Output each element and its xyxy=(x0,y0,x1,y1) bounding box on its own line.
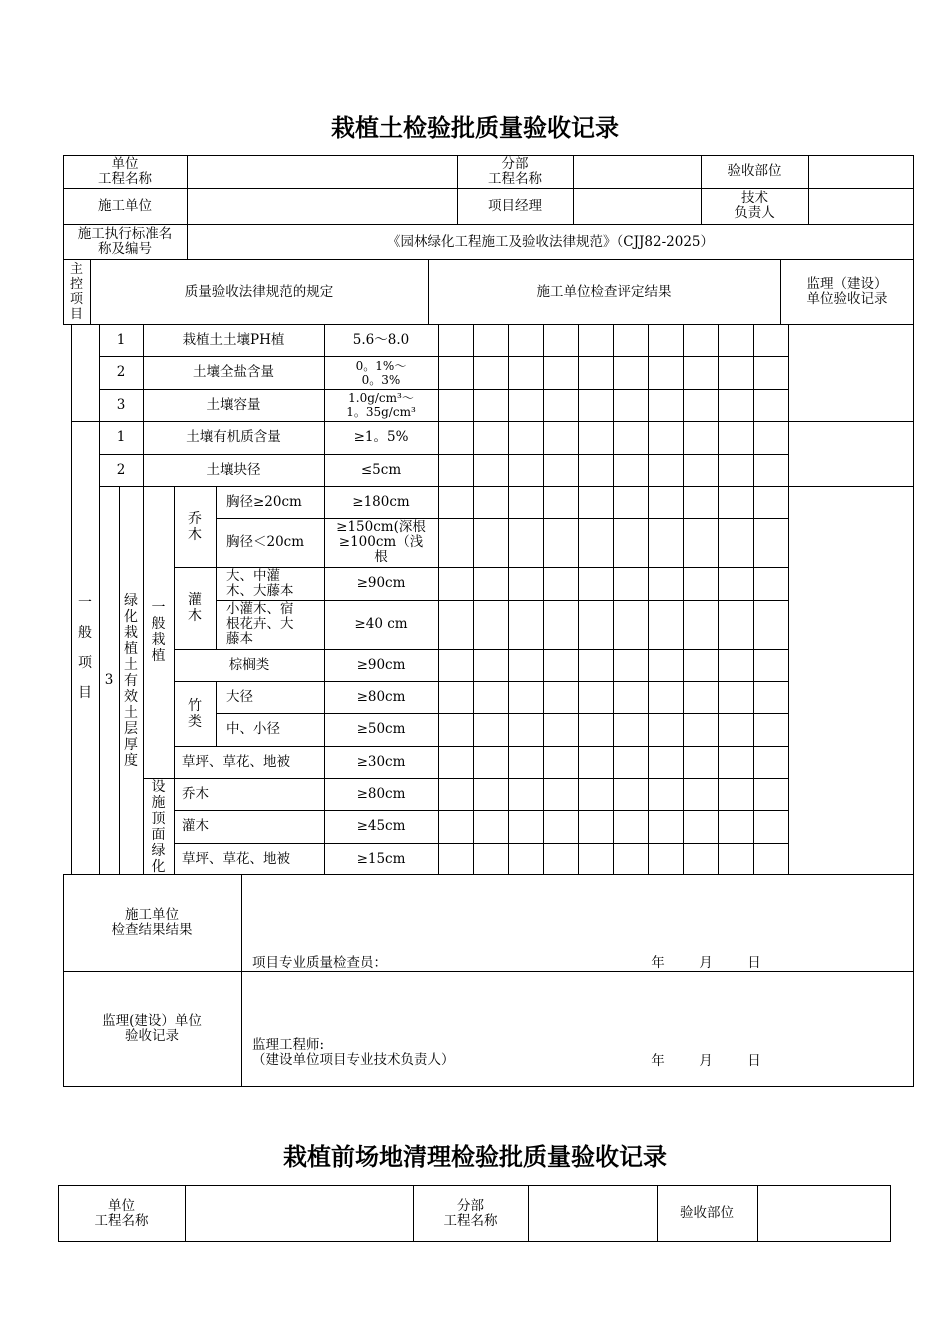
sub-row-spec: ≥180cm xyxy=(352,493,410,510)
sub-row-spec: ≥90cm xyxy=(356,656,406,673)
unit-project-label: 单位 工程名称 xyxy=(94,1197,149,1229)
thickness-label: 绿化栽植土有效土层厚度 xyxy=(124,592,138,769)
sub-row-item: 大、中灌 木、大藤本 xyxy=(226,567,294,599)
main-row-spec: 5.6～8.0 xyxy=(352,331,410,348)
construction-unit-value xyxy=(187,188,457,224)
main-row-no: 3 xyxy=(116,396,126,413)
general-row-spec: ≤5cm xyxy=(360,461,402,478)
sub-row-spec: ≥40 cm xyxy=(354,616,408,632)
supervision-record-label: 监理(建设）单位 验收记录 xyxy=(102,1013,202,1044)
engineer-label: 监理工程师: （建设单位项目专业技术负责人） xyxy=(252,1037,455,1068)
day-label: 日 xyxy=(747,954,761,971)
standard-value: 《园林绿化工程施工及验收法律规范》（CJJ82-2025） xyxy=(387,233,714,250)
supervision-header: 监理（建设） 单位验收记录 xyxy=(806,276,888,307)
tech-leader-value xyxy=(808,188,914,224)
acceptance-part-label: 验收部位 xyxy=(680,1205,734,1221)
arbor-label: 乔木 xyxy=(188,510,202,543)
standard-label: 施工执行标准名 称及编号 xyxy=(77,226,173,257)
sub-row-item: 棕榈类 xyxy=(228,656,270,673)
general-row-spec: ≥1。5% xyxy=(353,429,409,445)
general-row-no: 3 xyxy=(104,672,114,688)
sub-row-item: 大径 xyxy=(226,688,253,705)
sub-row-spec: ≥90cm xyxy=(356,575,406,591)
main-row-spec: 1.0g/cm³～ 1。35g/cm³ xyxy=(346,391,416,419)
sub-project-value xyxy=(573,155,701,188)
year-label: 年 xyxy=(651,954,665,971)
year-label: 年 xyxy=(651,1052,665,1069)
general-row-no: 1 xyxy=(116,429,126,445)
sub-project-label: 分部 工程名称 xyxy=(488,155,542,187)
normal-planting-label: 一般栽植 xyxy=(151,600,166,664)
project-manager-value xyxy=(573,188,701,224)
sub-row-item: 胸径≥20cm xyxy=(226,493,302,510)
month-label: 月 xyxy=(699,954,713,971)
main-row-item: 土壤全盐含量 xyxy=(193,364,274,380)
main-row-item: 土壤容量 xyxy=(206,396,261,413)
construction-unit-label: 施工单位 xyxy=(98,197,152,214)
general-row-item: 土壤块径 xyxy=(206,461,261,478)
acceptance-part-value xyxy=(808,155,914,188)
sub-project-label: 分部 工程名称 xyxy=(443,1197,498,1229)
main-row-no: 1 xyxy=(116,331,126,348)
main-row-spec: 0。1%～ 0。3% xyxy=(355,358,407,387)
sub-row-spec: ≥50cm xyxy=(356,721,406,737)
facility-greening-label: 设施顶面绿化 xyxy=(151,778,166,875)
general-items-label: 一般项目 xyxy=(78,595,92,701)
check-result-header: 施工单位检查评定结果 xyxy=(536,283,672,300)
inspector-label: 项目专业质量检查员： xyxy=(252,954,387,971)
sub-row-item: 胸径＜20cm xyxy=(226,534,305,550)
sub-row-item: 灌木 xyxy=(182,818,209,834)
main-items-label: 主控项目 xyxy=(69,262,83,322)
sub-row-item: 中、小径 xyxy=(226,721,280,737)
project-manager-label: 项目经理 xyxy=(488,197,542,214)
bamboo-label: 竹类 xyxy=(188,697,202,730)
sub-row-item: 草坪、草花、地被 xyxy=(182,850,290,867)
shrub-label: 灌木 xyxy=(188,592,202,624)
unit-project-value xyxy=(187,155,457,188)
unit-project-label: 单位 工程名称 xyxy=(98,155,152,187)
sub-row-item: 草坪、草花、地被 xyxy=(182,753,290,770)
general-row-no: 2 xyxy=(116,461,126,478)
sub-row-spec: ≥45cm xyxy=(356,818,406,834)
tech-leader-label: 技术 负责人 xyxy=(734,190,775,221)
sub-row-item: 乔木 xyxy=(182,785,209,802)
sub-row-spec: ≥150cm(深根 ≥100cm（浅 根 xyxy=(336,519,426,565)
sub-row-spec: ≥80cm xyxy=(356,688,406,705)
regulation-header: 质量验收法律规范的规定 xyxy=(184,283,334,300)
month-label: 月 xyxy=(699,1052,713,1069)
main-row-no: 2 xyxy=(116,364,126,380)
sub-row-spec: ≥15cm xyxy=(356,850,406,867)
second-page-title: 栽植前场地清理检验批质量验收记录 xyxy=(283,1143,667,1171)
acceptance-part-label: 验收部位 xyxy=(727,163,782,179)
sub-row-spec: ≥30cm xyxy=(356,753,406,770)
construction-result-label: 施工单位 检查结果结果 xyxy=(111,906,193,938)
general-row-item: 土壤有机质含量 xyxy=(186,429,281,445)
sub-row-spec: ≥80cm xyxy=(356,785,406,802)
main-row-item: 栽植土土壤PH植 xyxy=(182,331,285,348)
day-label: 日 xyxy=(747,1052,761,1069)
page-title: 栽植土检验批质量验收记录 xyxy=(331,114,619,142)
sub-row-item: 小灌木、宿 根花卉、大 藤本 xyxy=(226,601,294,647)
